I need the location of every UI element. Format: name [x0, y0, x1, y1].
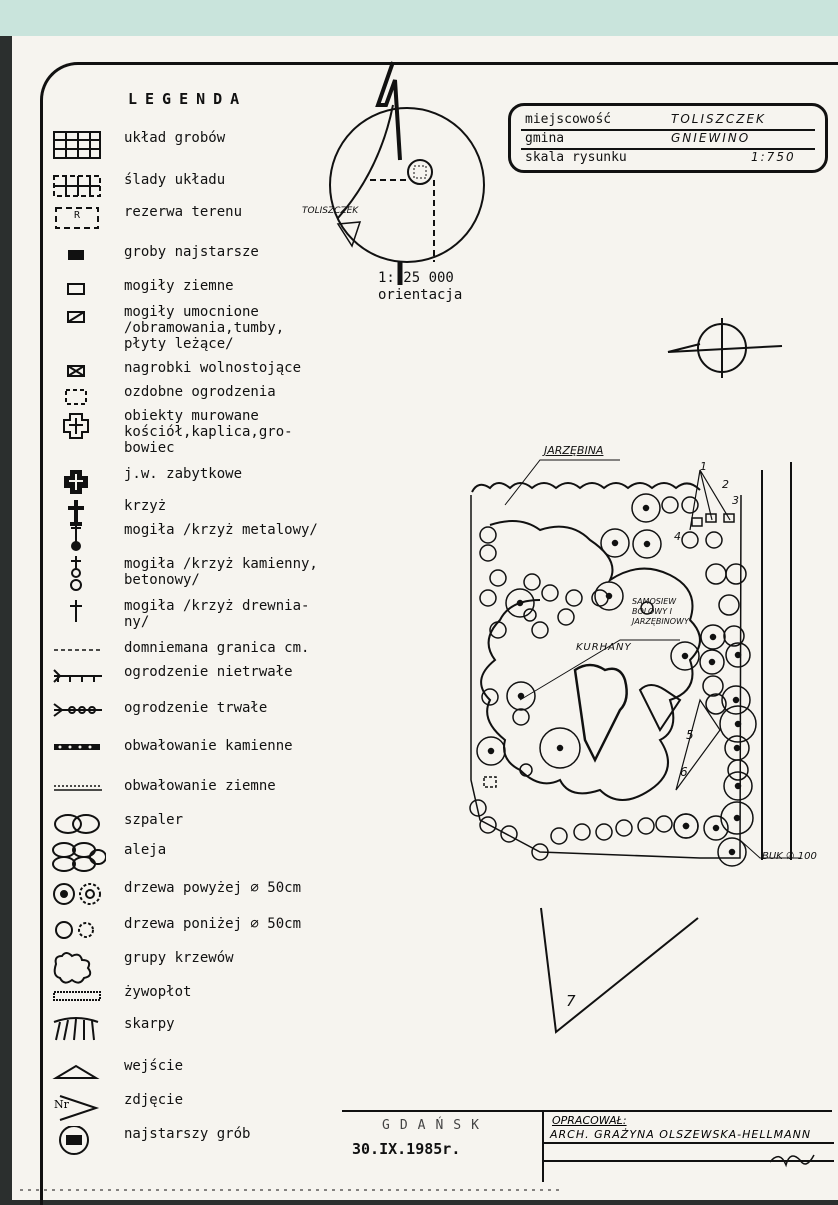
mound-area — [575, 665, 627, 760]
photo-symbol-text: Nr — [54, 1098, 69, 1111]
tree-trunk-dot — [489, 749, 494, 754]
tree-symbol — [490, 570, 506, 586]
orientation-scale: 1: 25 000 — [378, 270, 454, 286]
legend-title: LEGENDA — [128, 90, 248, 108]
legend-label: ogrodzenie nietrwałe — [124, 664, 293, 680]
road-line — [338, 105, 393, 218]
info-label: miejscowość — [525, 112, 612, 127]
tree-symbols — [470, 494, 756, 866]
tree-trunk-dot — [711, 635, 716, 640]
tree-symbol — [726, 564, 746, 584]
tree-trunk-dot — [714, 826, 719, 831]
author-box — [542, 1112, 834, 1182]
tree-trunk-dot — [644, 506, 649, 511]
legend-label: domniemana granica cm. — [124, 640, 310, 656]
legend-label: mogiła /krzyż kamienny, betonowy/ — [124, 556, 318, 588]
tree-trunk-dot — [683, 654, 688, 659]
legend-label: nagrobki wolnostojące — [124, 360, 302, 376]
city-label: GDAŃSK — [382, 1118, 489, 1133]
grave-symbol — [692, 518, 702, 526]
legend-label: grupy krzewów — [124, 950, 234, 966]
tree-trunk-dot — [558, 746, 563, 751]
photo-view-cone-7 — [541, 908, 698, 1032]
photo-number: 1 — [700, 460, 707, 473]
info-value: TOLISZCZEK — [671, 112, 766, 126]
tree-symbol — [566, 590, 582, 606]
tree-symbol — [513, 709, 529, 725]
tree-trunk-dot — [736, 722, 741, 727]
legend-label: obwałowanie kamienne — [124, 738, 293, 754]
legend-label: aleja — [124, 842, 167, 858]
legend-label: krzyż — [124, 498, 167, 514]
legend-label: mogiły ziemne — [124, 278, 234, 294]
tree-trunk-dot — [736, 653, 741, 658]
legend-label: układ grobów — [124, 130, 226, 146]
tree-symbol — [532, 622, 548, 638]
tree-symbol — [574, 824, 590, 840]
site-location-marker — [408, 160, 432, 184]
legend-label: drzewa poniżej ∅ 50cm — [124, 916, 302, 932]
legend-label: ślady układu — [124, 172, 226, 188]
leader-line — [505, 460, 620, 505]
tree-symbol — [638, 818, 654, 834]
legend-label: obiekty murowane kościół,kaplica,gro- bowiec — [124, 408, 293, 456]
tree-trunk-dot — [519, 694, 524, 699]
shrub-group-outline — [481, 521, 700, 800]
tree-symbol — [551, 828, 567, 844]
tree-symbol — [480, 590, 496, 606]
author-rule — [544, 1142, 834, 1144]
legend-label: ozdobne ogrodzenia — [124, 384, 276, 400]
tree-trunk-dot — [736, 784, 741, 789]
legend-label: mogiły umocnione /obramowania,tumby, płyty leżące/ — [124, 304, 285, 352]
author-rule — [544, 1160, 834, 1162]
tree-symbol — [706, 532, 722, 548]
legend-label: drzewa powyżej ∅ 50cm — [124, 880, 302, 896]
orientation-circle — [330, 108, 484, 262]
legend-label: obwałowanie ziemne — [124, 778, 276, 794]
tree-symbol — [482, 689, 498, 705]
photo-number: 6 — [680, 765, 688, 779]
label-mounds: KURHANY — [576, 642, 632, 653]
tree-trunk-dot — [518, 601, 523, 606]
tree-symbol — [524, 574, 540, 590]
hedge-row — [472, 483, 700, 492]
photo-number: 7 — [566, 992, 576, 1010]
date-label: 30.IX.1985r. — [352, 1140, 461, 1158]
tree-trunk-dot — [613, 541, 618, 546]
legend-label: żywopłot — [124, 984, 192, 1000]
label-self-seeded-group: SAMOSIEW BOLOWY I JARZĘBINOWY — [632, 597, 689, 626]
photo-number: 4 — [674, 530, 681, 543]
photo-number: 5 — [686, 728, 694, 742]
tree-symbol — [542, 585, 558, 601]
tree-trunk-dot — [645, 542, 650, 547]
legend-label: skarpy — [124, 1016, 175, 1032]
author-name: ARCH. GRAŻYNA OLSZEWSKA-HELLMANN — [550, 1128, 812, 1141]
photo-number: 2 — [722, 478, 729, 491]
title-block — [342, 1110, 832, 1182]
tree-symbol — [596, 824, 612, 840]
tree-symbol — [719, 595, 739, 615]
tree-symbol — [728, 760, 748, 780]
label-rowan: JARZĘBINA — [544, 444, 604, 457]
tree-trunk-dot — [735, 816, 740, 821]
tree-trunk-dot — [710, 660, 715, 665]
photo-number: 3 — [732, 494, 739, 507]
info-value: 1:750 — [751, 150, 796, 164]
info-label: gmina — [525, 131, 565, 146]
cemetery-boundary — [471, 495, 741, 858]
tree-trunk-dot — [607, 594, 612, 599]
svg-text:R: R — [74, 210, 81, 221]
tree-trunk-dot — [734, 698, 739, 703]
legend-label: rezerwa terenu — [124, 204, 243, 220]
tree-trunk-dot — [684, 824, 689, 829]
tree-symbol — [480, 545, 496, 561]
tree-symbol — [480, 527, 496, 543]
legend-label: zdjęcie — [124, 1092, 184, 1108]
tree-symbol — [616, 820, 632, 836]
tree-symbol — [656, 816, 672, 832]
info-value: GNIEWINO — [671, 131, 751, 145]
label-beech: BUK ∅ 100 — [762, 851, 817, 862]
tree-symbol — [682, 532, 698, 548]
legend-label: ogrodzenie trwałe — [124, 700, 268, 716]
legend-label: mogiła /krzyż drewnia- ny/ — [124, 598, 310, 630]
legend-label: j.w. zabytkowe — [124, 466, 243, 482]
tree-symbol — [662, 497, 678, 513]
tree-symbol — [558, 609, 574, 625]
legend-label: szpaler — [124, 812, 184, 828]
tree-symbol — [682, 497, 698, 513]
tree-symbol — [703, 676, 723, 696]
orientation-caption: orientacja — [378, 287, 463, 303]
info-label: skala rysunku — [525, 150, 627, 165]
site-location-square — [414, 166, 426, 178]
mound-area — [640, 685, 680, 730]
tree-symbol — [501, 826, 517, 842]
legend-label: groby najstarsze — [124, 244, 259, 260]
orientation-place-label: TOLISZCZEK — [302, 206, 359, 216]
tree-trunk-dot — [735, 746, 740, 751]
tree-symbol — [706, 564, 726, 584]
legend-label: wejście — [124, 1058, 184, 1074]
tree-trunk-dot — [730, 850, 735, 855]
legend-label: mogiła /krzyż metalowy/ — [124, 522, 318, 538]
orientation-route — [370, 180, 434, 262]
decorative-fence-symbol — [484, 777, 496, 787]
legend-label: najstarszy grób — [124, 1126, 251, 1142]
prepared-by-label: OPRACOWAŁ: — [552, 1114, 627, 1127]
